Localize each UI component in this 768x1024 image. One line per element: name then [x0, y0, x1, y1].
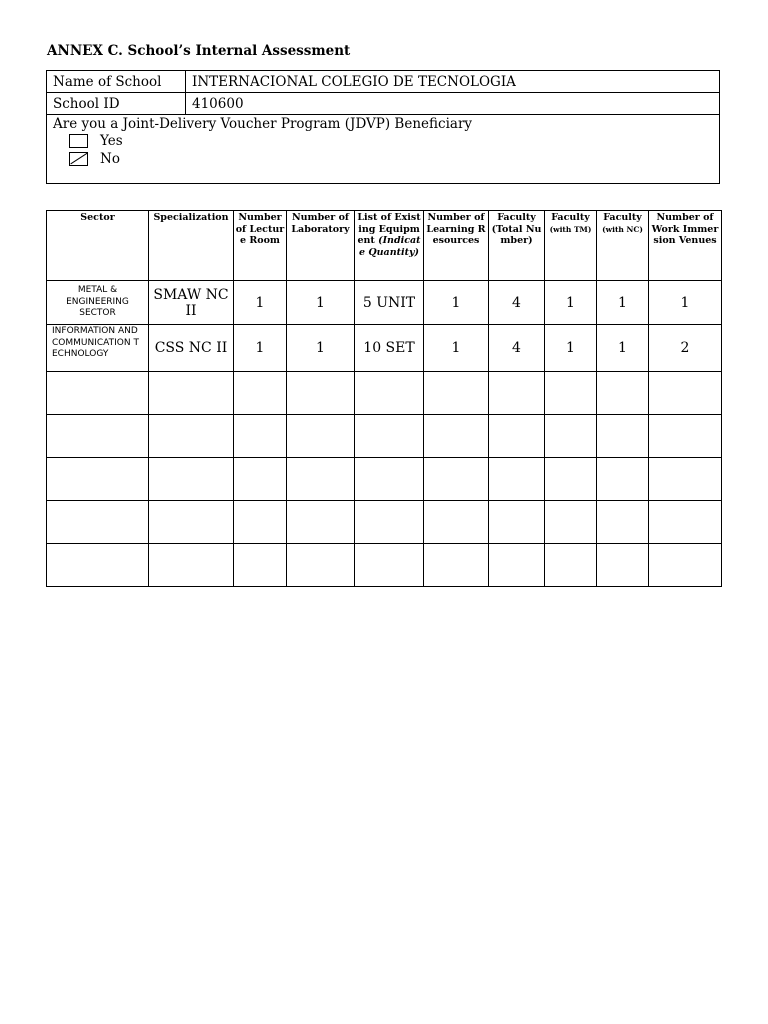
header-faculty-tm — [545, 211, 597, 281]
school-id-label: School ID — [47, 93, 186, 115]
page-title: ANNEX C. School’s Internal Assessment — [47, 43, 351, 59]
cell-faculty-nc: 1 — [597, 325, 649, 372]
option-yes[interactable] — [69, 132, 713, 150]
cell-faculty-total: 4 — [489, 281, 545, 325]
school-info-table — [46, 70, 720, 184]
cell-laboratory: 1 — [287, 325, 355, 372]
header-laboratory: Number of Laboratory — [287, 211, 355, 281]
empty-row — [47, 372, 722, 415]
school-id-value: 410600 — [186, 93, 720, 115]
cell-faculty-tm: 1 — [545, 325, 597, 372]
header-equipment-label: List of Existing Equipment — [357, 212, 421, 246]
assessment-table — [46, 210, 722, 587]
table-row — [47, 281, 722, 325]
empty-row — [47, 544, 722, 587]
cell-specialization: SMAW NC II — [149, 281, 234, 325]
cell-specialization: CSS NC II — [149, 325, 234, 372]
cell-immersion-venues: 2 — [649, 325, 722, 372]
cell-lecture-room: 1 — [234, 281, 287, 325]
header-immersion-venues: Number of Work Immersion Venues — [649, 211, 722, 281]
cell-equipment: 10 SET — [355, 325, 424, 372]
empty-row — [47, 501, 722, 544]
header-faculty-nc-note: (with NC) — [602, 224, 643, 234]
school-name-row — [47, 71, 720, 93]
no-label: No — [100, 151, 120, 167]
school-name-label: Name of School — [47, 71, 186, 93]
header-sector: Sector — [47, 211, 149, 281]
cell-faculty-tm: 1 — [545, 281, 597, 325]
cell-lecture-room: 1 — [234, 325, 287, 372]
header-equipment-note: (Indicate Quantity) — [359, 235, 421, 258]
jdvp-row — [47, 115, 720, 184]
school-id-row — [47, 93, 720, 115]
option-no[interactable] — [69, 150, 713, 168]
header-faculty-tm-note: (with TM) — [549, 224, 592, 234]
empty-row — [47, 458, 722, 501]
header-specialization: Specialization — [149, 211, 234, 281]
cell-faculty-nc: 1 — [597, 281, 649, 325]
header-row — [47, 211, 722, 281]
school-name-value: INTERNACIONAL COLEGIO DE TECNOLOGIA — [186, 71, 720, 93]
jdvp-question: Are you a Joint-Delivery Voucher Program (JDVP) Beneficiary — [53, 116, 473, 132]
no-checkbox[interactable] — [69, 152, 88, 166]
table-row — [47, 325, 722, 372]
header-faculty-nc — [597, 211, 649, 281]
yes-label: Yes — [100, 133, 123, 149]
cell-immersion-venues: 1 — [649, 281, 722, 325]
header-faculty-total: Faculty (Total Number) — [489, 211, 545, 281]
cell-sector: INFORMATION AND COMMUNICATION TECHNOLOGY — [47, 325, 149, 372]
header-faculty-tm-label: Faculty — [551, 212, 590, 223]
cell-learning-resources: 1 — [424, 281, 489, 325]
header-equipment — [355, 211, 424, 281]
empty-row — [47, 415, 722, 458]
yes-checkbox[interactable] — [69, 134, 88, 148]
cell-laboratory: 1 — [287, 281, 355, 325]
header-faculty-nc-label: Faculty — [603, 212, 642, 223]
cell-sector: METAL & ENGINEERING SECTOR — [47, 281, 149, 325]
cell-equipment: 5 UNIT — [355, 281, 424, 325]
header-learning-resources: Number of Learning Resources — [424, 211, 489, 281]
cell-learning-resources: 1 — [424, 325, 489, 372]
cell-faculty-total: 4 — [489, 325, 545, 372]
jdvp-cell — [47, 115, 720, 184]
header-lecture-room: Number of Lecture Room — [234, 211, 287, 281]
